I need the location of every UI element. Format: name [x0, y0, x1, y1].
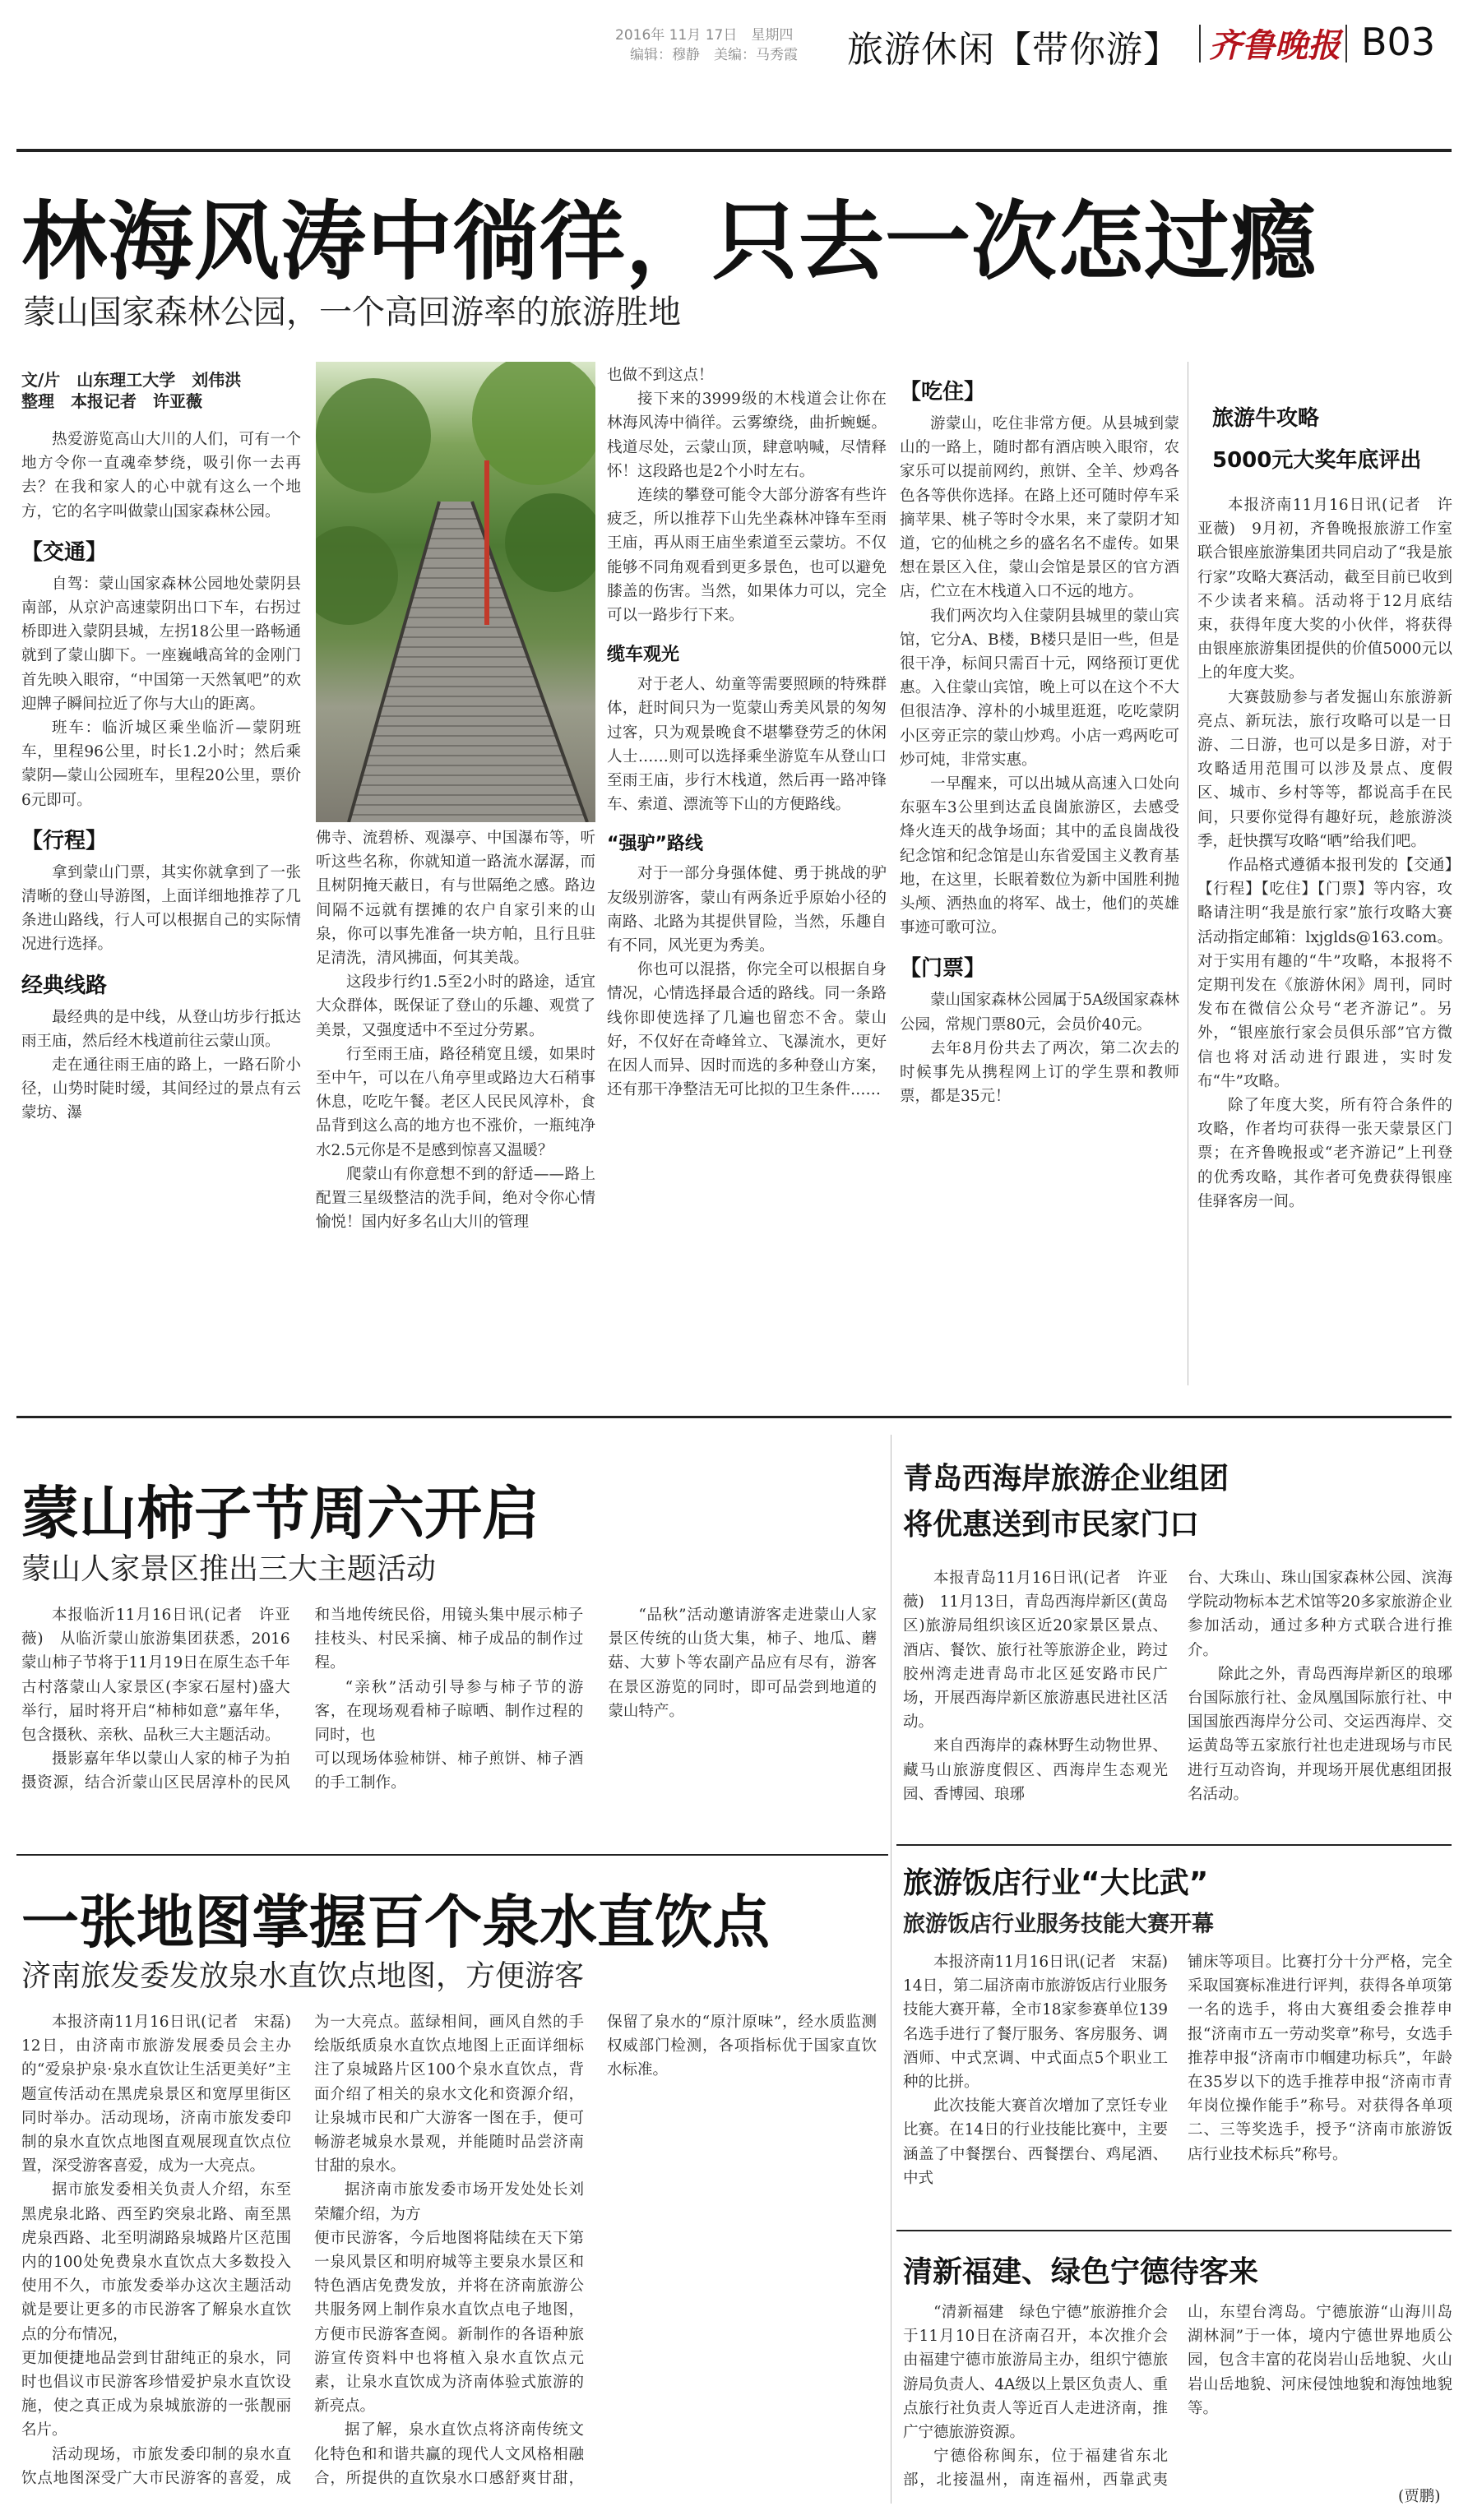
lead-col-2 — [316, 826, 595, 1234]
page-number: B03 — [1361, 20, 1436, 64]
paragraph: 更加便捷地品尝到甘甜纯正的泉水，同时也倡议市民游客珍惜爱护泉水直饮设施，使之真正成为泉城旅游的一张靓丽名片。 — [21, 2349, 291, 2439]
header-divider — [1199, 25, 1201, 62]
spring-body — [21, 2010, 877, 2504]
paragraph: 拿到蒙山门票，其实你就拿到了一张清晰的登山导游图，上面详细地推荐了几条进山路线，行人可以根据自己的实际情况进行选择。 — [21, 863, 301, 954]
section-rule — [896, 2230, 1452, 2231]
paragraph: 作品格式遵循本报刊发的【交通】【行程】【吃住】【门票】等内容，攻略请注明“我是旅行家”旅行攻略大赛活动指定邮箱：lxjglds@163.com。对于实用有趣的“牛”攻略，本报将不定期刊发在《旅游休闲》周刊，同时发布在微信公众号“老齐游记”。另外，“银座旅行家会员俱乐部”官方微信也将对活动进行跟进，实时发布“牛”攻略。 — [1197, 857, 1452, 1090]
paragraph: 台、大珠山、珠山国家森林公园、滨海学院动物标本艺术馆等20多家旅游企业参加活动，通过多种方式联合进行推介。 — [1188, 1570, 1452, 1659]
sidebar — [1197, 401, 1452, 1214]
paragraph: 自驾：蒙山国家森林公园地处蒙阴县南部，从京沪高速蒙阴出口下车，右拐过桥即进入蒙阴县城，左拐18公里一路畅通就到了蒙山脚下。一座巍峨高耸的金刚门首先映入眼帘，“中国第一天然氧吧”的欢迎牌子瞬间拉近了你与大山的距离。 — [21, 575, 301, 713]
paragraph: “清新福建 绿色宁德”旅游推介会于11月10日在济南召开，本次推介会由福建宁德市旅游局主办，组织宁德旅游局负责人、4A级以上景区负责人、重点旅行社负责人等近百人走进济南，推广宁德旅游资源。 — [903, 2304, 1168, 2442]
paragraph: 本报济南11月16日讯(记者 宋磊) 14日，第二届济南市旅游饭店行业服务技能大赛开幕，全市18家参赛单位139名选手进行了餐厅服务、客房服务、调酒师、中式烹调、中式面点5个职业工种的比拼。 — [903, 1954, 1183, 2092]
section-rule — [16, 1854, 888, 1856]
paragraph: 佛寺、流碧桥、观瀑亭、中国瀑布等，听听这些名称，你就知道一路流水潺潺，而且树阴掩天蔽日，有与世隔绝之感。路边间隔不远就有摆摊的农户自家引来的山泉，你可以事先准备一块方帕，且行且驻足清洗，清风拂面，何其美哉。 — [316, 830, 595, 968]
fujian-headline: 清新福建、绿色宁德待客来 — [903, 2255, 1259, 2289]
lead-subtitle: 蒙山国家森林公园，一个高回游率的旅游胜地 — [23, 294, 681, 331]
boardwalk-photo — [316, 362, 595, 822]
lead-headline: 林海风涛中徜徉，只去一次怎过瘾 — [21, 192, 1317, 292]
section-heading: 【交通】 — [21, 539, 108, 565]
paragraph: 铺床等项目。比赛打分十分严格，完全采取国赛标准进行评判，获得各单项第一名的选手，将由大赛组委会推荐申报“济南市五一劳动奖章”称号，女选手推荐申报“济南市巾帼建功标兵”，年龄在35岁以下的选手推荐申报“济南市青年岗位操作能手”称号。对获得各单项二、三等奖选手，授予“济南市旅游饭店行业技术标兵”称号。 — [1188, 1954, 1452, 2163]
paragraph: 除了年度大奖，所有符合条件的攻略，作者均可获得一张天蒙景区门票；在齐鲁晚报或“老齐游记”上刊登的优秀攻略，其作者可免费获得银座佳驿客房一间。 — [1197, 1097, 1452, 1210]
fujian-body — [903, 2300, 1452, 2506]
section-heading: 经典线路 — [21, 973, 108, 998]
paragraph: 来自西海岸的森林野生动物世界、藏马山旅游度假区、西海岸生态观光园、香博园、琅琊 — [903, 1737, 1168, 1803]
paragraph: 爬蒙山有你意想不到的舒适——路上配置三星级整洁的洗手间，绝对令你心情愉悦！国内好多名山大川的管理 — [316, 1165, 595, 1232]
paragraph: 这段步行约1.5至2小时的路途，适宜大众群体，既保证了登山的乐趣、观赏了美景，又强度适中不至过分劳累。 — [316, 973, 595, 1039]
paragraph: 据了解，泉水直饮点将济南传统文化特色和和谐共赢的现代人文风格相融合，所提供的直饮泉水口感舒爽甘甜，保留了泉水的“原汁原味”，经水质监测权威部门检测，各项指标优于国家直饮水标准。 — [314, 2014, 877, 2487]
byline: 文/片 山东理工大学 刘伟洪 — [21, 370, 242, 390]
paragraph: 也做不到这点！ — [607, 367, 714, 384]
paragraph: 行至雨王庙，路径稍宽且缓，如果时至中午，可以在八角亭里或路边大石稍事休息，吃吃午餐。老区人民民风淳朴，食品背到这么高的地方也不涨价，一瓶纯净水2.5元你是不是感到惊喜又温暖？ — [316, 1045, 595, 1159]
top-rule — [16, 149, 1452, 152]
sidebar-title: 旅游牛攻略 — [1212, 406, 1320, 431]
hotel-body — [903, 1950, 1452, 2201]
section-heading: 缆车观光 — [607, 645, 680, 666]
lead-col-1 — [21, 428, 301, 1126]
xihaian-body — [903, 1566, 1452, 1838]
paragraph: 连续的攀登可能令大部分游客有些许疲乏，所以推荐下山先坐森林冲锋车至雨王庙，再从雨王庙坐索道至云蒙坊。不仅能够不同角观看到更多景色，也可以避免膝盖的伤害。当然，如果体力可以，完全可以一路步行下来。 — [607, 487, 887, 625]
paragraph: 本报济南11月16日讯(记者 许亚薇) 9月初，齐鲁晚报旅游工作室联合银座旅游集团共同启动了“我是旅行家”攻略大赛活动，截至目前已收到不少读者来稿。活动将于12月底结束，获得年度大奖的小伙伴，将获得由银座旅游集团提供的价值5000元以上的年度大奖。 — [1197, 497, 1452, 682]
paragraph: “品秋”活动邀请游客走进蒙山人家景区传统的山货大集，柿子、地瓜、蘑菇、大萝卜等农副产品应有尽有，游客在景区游览的同时，即可品尝到地道的蒙山特产。 — [608, 1607, 877, 1720]
paragraph: 此次技能大赛首次增加了烹饪专业比赛。在14日的行业技能比赛中，主要涵盖了中餐摆台、西餐摆台、鸡尾酒、中式 — [903, 2097, 1168, 2187]
paper-logo: 齐鲁晚报 — [1209, 26, 1341, 65]
header-divider — [1345, 25, 1347, 62]
paragraph: 便市民游客，今后地图将陆续在天下第一泉风景区和明府城等主要泉水景区和特色酒店免费发放，并将在济南旅游公共服务网上制作泉水直饮点电子地图，方便市民游客查阅。新制作的各语种旅游宣传资料中也将植入泉水直饮点元素，让泉水直饮成为济南体验式旅游的新亮点。 — [314, 2229, 584, 2416]
hotel-subtitle: 旅游饭店行业服务技能大赛开幕 — [903, 1912, 1214, 1937]
paragraph: 据市旅发委相关负责人介绍，东至黑虎泉北路、西至趵突泉北路、南至黑虎泉西路、北至明湖路泉城路片区范围内的100处免费泉水直饮点大多数投入使用不久，市旅发委举办这次主题活动就是要让更多的市民游客了解泉水直饮点的分布情况， — [21, 2181, 291, 2343]
section-heading: 【吃住】 — [900, 380, 986, 405]
paragraph: 摄影嘉年华以蒙山人家的柿子为拍摄资源，结合沂蒙山区民居淳朴的民风和当地传统民俗，用镜头集中展示柿子挂枝头、村民采摘、柿子成品的制作过程。 — [21, 1607, 584, 1792]
paragraph: 活动现场，市旅发委印制的泉水直饮点地图深受广大市民游客的喜爱，成为一大亮点。蓝绿相间，画风自然的手绘版纸质泉水直饮点地图上正面详细标注了泉城路片区100个泉水直饮点，背面介绍了相关的泉水文化和资源介绍，让泉城市民和广大游客一图在手，便可畅游老城泉水景观，并能随时品尝济南甘甜的泉水。 — [21, 2014, 584, 2487]
paragraph: 一早醒来，可以出城从高速入口处向东驱车3公里到达孟良崮旅游区，去感受烽火连天的战争场面；其中的孟良崮战役纪念馆和纪念馆是山东省爱国主义教育基地，在这里，长眠着数位为新中国胜利抛头颅、洒热血的将军、战士，他们的英雄事迹可歌可泣。 — [900, 775, 1179, 937]
hotel-headline: 旅游饭店行业“大比武” — [903, 1866, 1209, 1900]
paragraph: 对于老人、幼童等需要照顾的特殊群体，赶时间只为一览蒙山秀美风景的匆匆过客，只为观景晚食不堪攀登劳乏的休闲人士……则可以选择乘坐游览车从登山口至雨王庙，步行木栈道，然后再一路冲锋车、索道、漂流等下山的方便路线。 — [607, 676, 887, 814]
sidebar-subtitle: 5000元大奖年底评出 — [1212, 448, 1422, 473]
paragraph: 蒙山国家森林公园属于5A级国家森林公园，常规门票80元，会员价40元。 — [900, 992, 1179, 1033]
paragraph: 接下来的3999级的木栈道会让你在林海风涛中徜徉。云雾缭绕，曲折蜿蜒。栈道尽处，云蒙山顶，肆意呐喊，尽情释怀！这段路也是2个小时左右。 — [607, 391, 887, 480]
section-heading: 【行程】 — [21, 828, 108, 853]
paragraph: 本报临沂11月16日讯(记者 许亚薇) 从临沂蒙山旅游集团获悉，2016蒙山柿子节将于11月19日在原生态千年古村落蒙山人家景区(李家石屋村)盛大举行，届时将开启“柿柿如意”嘉年华，包含摄秋、亲秋、品秋三大主题活动。 — [21, 1607, 290, 1745]
lead-col-3 — [607, 363, 887, 1102]
paragraph: 大赛鼓励参与者发掘山东旅游新亮点、新玩法，旅行攻略可以是一日游、二日游，也可以是多日游，对于攻略适用范围可以涉及景点、度假区、城市、乡村等等，都说高手在民间，只要你觉得有趣好玩，趁旅游淡季，赶快撰写攻略“晒”给我们吧。 — [1197, 688, 1452, 850]
xihaian-headline-1: 青岛西海岸旅游企业组团 — [903, 1462, 1230, 1496]
section-rule — [896, 1844, 1452, 1846]
section-heading: 【门票】 — [900, 956, 986, 982]
lead-col-4 — [900, 375, 1179, 1108]
spring-headline: 一张地图掌握百个泉水直饮点 — [21, 1889, 770, 1956]
paragraph: 走在通往雨王庙的路上，一路石阶小径，山势时陡时缓，其间经过的景点有云蒙坊、瀑 — [21, 1057, 301, 1122]
paragraph: 宁德俗称闽东，位于福建省东北部，北接温州，南连福州，西靠武夷山，东望台湾岛。宁德旅游“山海川岛湖林洞”于一体，境内宁德世界地质公园，包含丰富的花岗岩山岳地貌、火山岩山岳地貌、河床侵蚀地貌和海蚀地貌等。 — [903, 2304, 1452, 2490]
paragraph: 我们两次均入住蒙阴县城里的蒙山宾馆，它分A、B楼，B楼只是旧一些，但是很干净，标间只需百十元，网络预订更优惠。入住蒙山宾馆，晚上可以在这个不大但很洁净、淳朴的小城里逛逛，吃吃蒙阴小区旁正宗的蒙山炒鸡。小店一鸡两吃可炒可炖，非常实惠。 — [900, 607, 1179, 769]
paragraph: 本报济南11月16日讯(记者 宋磊) 12日，由济南市旅游发展委员会主办的“爱泉护泉·泉水直饮让生活更美好”主题宣传活动在黑虎泉景区和宽厚里街区同时举办。活动现场，济南市旅发委印制的泉水直饮点地图直观展现直饮点位置，深受游客喜爱，成为一大亮点。 — [21, 2014, 307, 2176]
paragraph: 最经典的是中线，从登山坊步行抵达雨王庙，然后经木栈道前往云蒙山顶。 — [21, 1008, 301, 1050]
persimmon-subtitle: 蒙山人家景区推出三大主题活动 — [21, 1552, 437, 1586]
paragraph: 可以现场体验柿饼、柿子煎饼、柿子酒的手工制作。 — [314, 1750, 584, 1792]
xihaian-headline-2: 将优惠送到市民家门口 — [903, 1508, 1200, 1542]
paragraph: 除此之外，青岛西海岸新区的琅琊台国际旅行社、金凤凰国际旅行社、中国国旅西海岸分公司、交运西海岸、交运黄岛等五家旅行社也走进现场与市民进行互动咨询，并现场开展优惠组团报名活动。 — [1188, 1665, 1452, 1803]
paragraph: 游蒙山，吃住非常方便。从县城到蒙山的一路上，随时都有酒店映入眼帘，农家乐可以提前网约，煎饼、全羊、炒鸡各色各等供你选择。在路上还可随时停车采摘苹果、桃子等时令水果，来了蒙阴才知道，它的仙桃之乡的盛名名不虚传。如果想在景区入住，蒙山会馆是景区的官方酒店，伫立在木栈道入口不远的地方。 — [900, 415, 1179, 601]
persimmon-body — [21, 1603, 877, 1796]
paragraph: “亲秋”活动引导参与柿子节的游客，在现场观看柿子晾晒、制作过程的同时，也 — [314, 1678, 584, 1745]
paragraph: 班车：临沂城区乘坐临沂—蒙阴班车，里程96公里，时长1.2小时；然后乘蒙阴—蒙山公园班车，里程20公里，票价6元即可。 — [21, 719, 301, 809]
spring-subtitle: 济南旅发委发放泉水直饮点地图，方便游客 — [21, 1959, 585, 1993]
section-rule — [16, 1416, 1452, 1418]
paragraph: 对于一部分身强体健、勇于挑战的驴友级别游客，蒙山有两条近乎原始小径的南路、北路为其提供冒险，当然，乐趣自有不同，风光更为秀美。 — [607, 865, 887, 955]
paragraph: 本报青岛11月16日讯(记者 许亚薇) 11月13日，青岛西海岸新区(黄岛区)旅游局组织该区近20家景区景点、酒店、餐饮、旅行社等旅游企业，跨过胶州湾走进青岛市北区延安路市民广场，开展西海岸新区旅游惠民进社区活动。 — [903, 1570, 1168, 1732]
author-credit: (贾鹏) — [1398, 2488, 1441, 2505]
section-title: 旅游休闲【带你游】 — [847, 29, 1180, 71]
issue-date: 2016年 11月 17日 星期四 — [615, 27, 794, 44]
byline: 整理 本报记者 许亚薇 — [21, 391, 202, 411]
editors: 编辑：穆静 美编：马秀霞 — [630, 47, 798, 63]
section-heading: “强驴”路线 — [607, 834, 703, 855]
persimmon-headline: 蒙山柿子节周六开启 — [21, 1480, 540, 1547]
paragraph: 你也可以混搭，你完全可以根据自身情况，心情选择最合适的路线。同一条路线你即使选择了几遍也留恋不舍。蒙山好，不仅好在奇峰耸立、飞瀑流水，更好在因人而异、因时而选的多种登山方案，还有那干净整洁无可比拟的卫生条件…… — [607, 961, 887, 1099]
paragraph: 据济南市旅发委市场开发处处长刘荣耀介绍，为方 — [314, 2181, 584, 2223]
paragraph: 热爱游览高山大川的人们，可有一个地方令你一直魂牵梦绕，吸引你一去再去？在我和家人的心中就有这么一个地方，它的名字叫做蒙山国家森林公园。 — [21, 431, 301, 520]
paragraph: 去年8月份共去了两次，第二次去的时候事先从携程网上订的学生票和教师票，都是35元！ — [900, 1039, 1179, 1106]
